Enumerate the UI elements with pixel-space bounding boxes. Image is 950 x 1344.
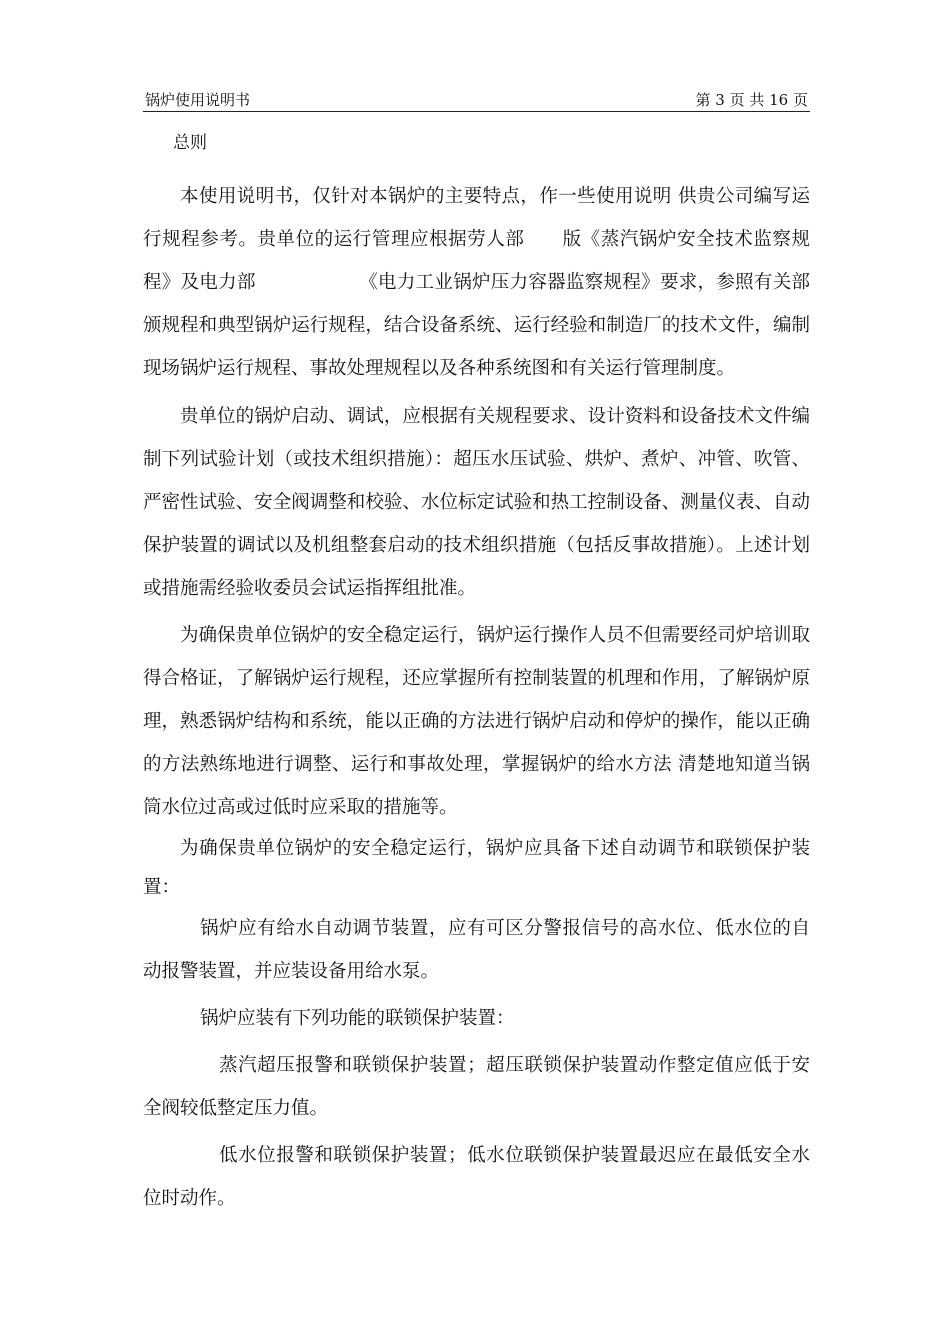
paragraph-low-water: 低水位报警和联锁保护装置；低水位联锁保护装置最迟应在最低安全水位时动作。	[143, 1145, 810, 1209]
paragraph-operators: 为确保贵单位锅炉的安全稳定运行，锅炉运行操作人员不但需要经司炉培训取得合格证，了解锅炉运行规程，还应掌握所有控制装置的机理和作用，了解锅炉原理，熟悉锅炉结构和系统，能以正确的方法进行锅炉启动和停炉的操作，能以正确的方法熟练地进行调整、运行和事故处理，掌握锅炉的给水方法 清楚地知道当锅筒水位过高或过低时应采取的措施等。	[143, 625, 810, 818]
paragraph-commissioning: 贵单位的锅炉启动、调试，应根据有关规程要求、设计资料和设备技术文件编制下列试验计划（或技术组织措施）：超压水压试验、烘炉、煮炉、冲管、吹管、严密性试验、安全阀调整和校验、水位标定试验和热工控制设备、测量仪表、自动保护装置的调试以及机组整套启动的技术组织措施（包括反事故措施）。上述计划或措施需经验收委员会试运指挥组批准。	[143, 406, 810, 599]
paragraph-feedwater: 锅炉应有给水自动调节装置，应有可区分警报信号的高水位、低水位的自动报警装置，并应装设备用给水泵。	[143, 918, 810, 982]
paragraph-overpressure: 蒸汽超压报警和联锁保护装置；超压联锁保护装置动作整定值应低于安全阀较低整定压力值。	[143, 1055, 810, 1119]
page-number: 第 3 页 共 16 页	[695, 91, 808, 109]
paragraph-protection-intro: 为确保贵单位锅炉的安全稳定运行，锅炉应具备下述自动调节和联锁保护装置：	[143, 838, 810, 898]
paragraph-intro: 本使用说明书，仅针对本锅炉的主要特点，作一些使用说明 供贵公司编写运行规程参考。贵单位的运行管理应根据劳人部 版《蒸汽锅炉安全技术监察规程》及电力部 《电力工业锅炉压力容器监察规程》要求，参照有关部颁规程和典型锅炉运行规程，结合设备系统、运行经验和制造厂的技术文件，编制现场锅炉运行规程、事故处理规程以及各种系统图和有关运行管理制度。	[143, 186, 810, 379]
document-title: 锅炉使用说明书	[145, 91, 251, 109]
paragraph-interlocks: 锅炉应装有下列功能的联锁保护装置：	[200, 1008, 515, 1029]
page-header	[143, 89, 810, 112]
document-body	[143, 131, 810, 1220]
section-heading: 总则	[173, 133, 207, 153]
